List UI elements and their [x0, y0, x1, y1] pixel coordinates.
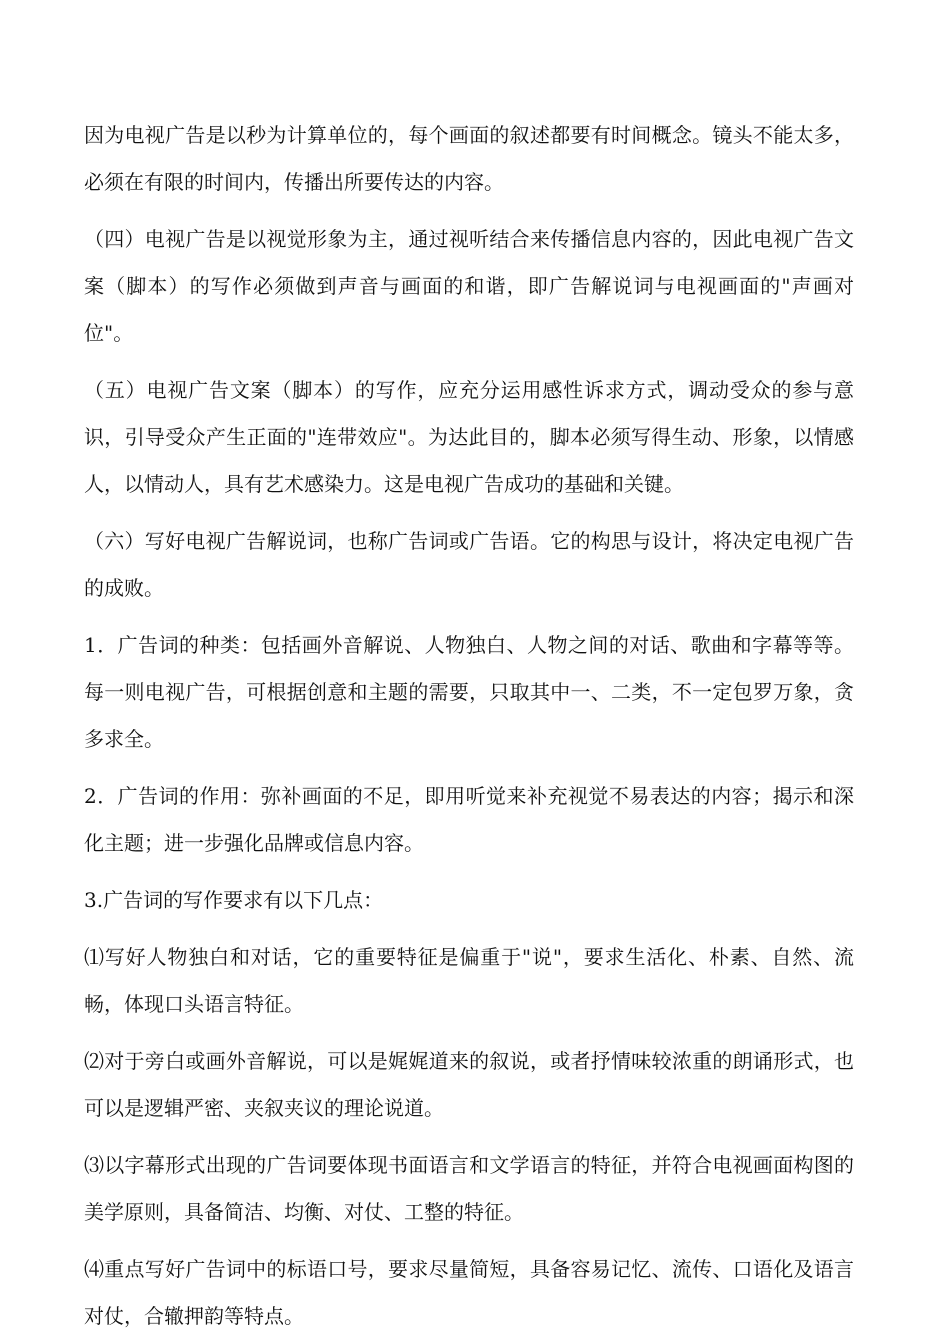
paragraph-11: ⑷重点写好广告词中的标语口号，要求尽量简短，具备容易记忆、流传、口语化及语言对仗，合辙押韵等特点。: [84, 1257, 854, 1328]
paragraph-9: ⑵对于旁白或画外音解说，可以是娓娓道来的叙说，或者抒情味较浓重的朗诵形式，也可以是逻辑严密、夹叙夹议的理论说道。: [84, 1049, 854, 1120]
paragraph-4: （六）写好电视广告解说词，也称广告词或广告语。它的构思与设计，将决定电视广告的成败。: [84, 529, 854, 600]
paragraph-5: 1．广告词的种类：包括画外音解说、人物独白、人物之间的对话、歌曲和字幕等等。每一则电视广告，可根据创意和主题的需要，只取其中一、二类，不一定包罗万象，贪多求全。: [84, 633, 854, 751]
paragraph-3: （五）电视广告文案（脚本）的写作，应充分运用感性诉求方式，调动受众的参与意识，引导受众产生正面的"连带效应"。为达此目的，脚本必须写得生动、形象，以情感人，以情动人，具有艺术感染力。这是电视广告成功的基础和关键。: [84, 378, 854, 496]
paragraph-2: （四）电视广告是以视觉形象为主，通过视听结合来传播信息内容的，因此电视广告文案（脚本）的写作必须做到声音与画面的和谐，即广告解说词与电视画面的"声画对位"。: [84, 227, 854, 345]
paragraph-7: 3.广告词的写作要求有以下几点：: [84, 888, 384, 912]
paragraph-10: ⑶以字幕形式出现的广告词要体现书面语言和文学语言的特征，并符合电视画面构图的美学原则，具备简洁、均衡、对仗、工整的特征。: [84, 1153, 854, 1224]
paragraph-6: 2．广告词的作用：弥补画面的不足，即用听觉来补充视觉不易表达的内容；揭示和深化主题；进一步强化品牌或信息内容。: [84, 784, 854, 855]
paragraph-1: 因为电视广告是以秒为计算单位的，每个画面的叙述都要有时间概念。镜头不能太多，必须在有限的时间内，传播出所要传达的内容。: [84, 123, 854, 194]
document-page: [84, 112, 854, 1328]
paragraph-8: ⑴写好人物独白和对话，它的重要特征是偏重于"说"，要求生活化、朴素、自然、流畅，体现口头语言特征。: [84, 945, 854, 1016]
